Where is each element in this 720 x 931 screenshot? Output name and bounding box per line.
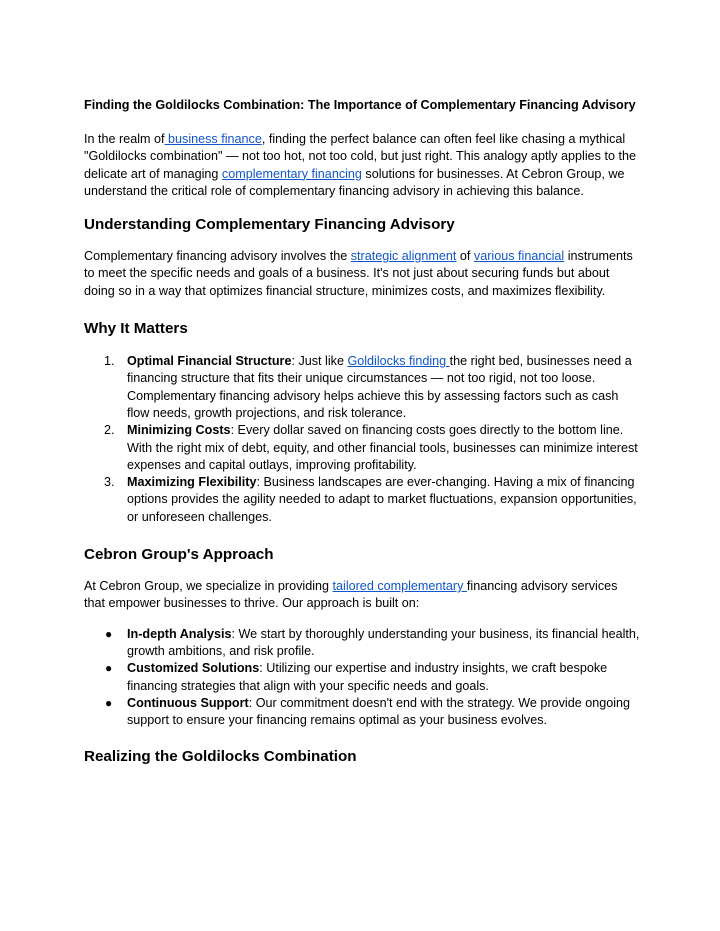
why-it-matters-heading: Why It Matters — [84, 320, 188, 338]
goldilocks-finding-link[interactable]: Goldilocks finding — [347, 354, 450, 369]
tailored-complementary-link[interactable]: tailored complementary — [332, 579, 467, 594]
approach-list — [84, 626, 640, 730]
understanding-heading: Understanding Complementary Financing Advisory — [84, 216, 455, 234]
list-item: ● Customized Solutions: Utilizing our expertise and industry insights, we craft bespoke financing strategies that align with your specific needs and goals. — [105, 661, 608, 693]
bullet-icon: ● — [105, 626, 113, 641]
list-item: ● In-depth Analysis: We start by thoroughly understanding your business, its financial health, growth ambitions, and risk profile. — [105, 626, 640, 658]
realizing-heading: Realizing the Goldilocks Combination — [84, 748, 357, 766]
intro-paragraph: In the realm of business finance, finding the perfect balance can often feel like chasing a mythical "Goldilocks combination" — not too hot, not too cold, but just right. This analogy aptly applies to the delicate art of managing complementary financing solutions for businesses. At Cebron Group, we understand the critical role of complementary financing advisory in achieving this balance. — [84, 132, 636, 198]
list-item-title: Customized Solutions — [127, 661, 260, 676]
why-it-matters-list — [84, 353, 640, 526]
bullet-icon: ● — [105, 695, 113, 710]
list-item: 3. Maximizing Flexibility: Business landscapes are ever-changing. Having a mix of financing options provides the agility needed to adapt to market fluctuations, expansion opportunities, or unforeseen challenges. — [104, 475, 637, 524]
list-number: 3. — [104, 475, 115, 490]
business-finance-link[interactable]: business finance — [164, 132, 262, 146]
list-item: 1. Optimal Financial Structure: Just like Goldilocks finding the right bed, businesses need a financing structure that fits their unique circumstances — not too rigid, not too loose. Complementary financing advisory helps achieve this by assessing factors such as cash flow needs, growth projections, and risk tolerance. — [104, 354, 632, 420]
various-financial-link[interactable]: various financial — [473, 249, 565, 264]
cebron-approach-heading: Cebron Group's Approach — [84, 546, 274, 564]
strategic-alignment-link[interactable]: strategic alignment — [350, 249, 457, 264]
list-item-title: Continuous Support — [127, 695, 249, 710]
document-page — [84, 96, 640, 767]
list-item-title: Maximizing Flexibility — [127, 475, 257, 490]
list-item-title: Optimal Financial Structure — [127, 354, 292, 369]
list-number: 2. — [104, 423, 115, 438]
list-item-title: Minimizing Costs — [127, 423, 231, 438]
bullet-icon: ● — [105, 661, 113, 676]
list-item-title: In-depth Analysis — [127, 626, 232, 641]
list-item: ● Continuous Support: Our commitment doesn't end with the strategy. We provide ongoing support to ensure your financing remains optimal as your business evolves. — [105, 695, 631, 728]
understanding-paragraph: Complementary financing advisory involves the strategic alignment of various financial instruments to meet the specific needs and goals of a business. It's not just about securing funds but about doing so in a way that optimizes financial structure, minimizes costs, and maximizes flexibility. — [84, 249, 633, 298]
cebron-approach-paragraph: At Cebron Group, we specialize in providing tailored complementary financing advisory services that empower businesses to thrive. Our approach is built on: — [84, 579, 618, 611]
list-item: 2. Minimizing Costs: Every dollar saved on financing costs goes directly to the bottom line. With the right mix of debt, equity, and other financial tools, businesses can minimize interest expenses and capital outlays, improving profitability. — [104, 423, 638, 472]
list-number: 1. — [104, 354, 115, 369]
document-title: Finding the Goldilocks Combination: The Importance of Complementary Financing Advisory — [84, 98, 636, 112]
complementary-financing-link[interactable]: complementary financing — [221, 166, 362, 181]
